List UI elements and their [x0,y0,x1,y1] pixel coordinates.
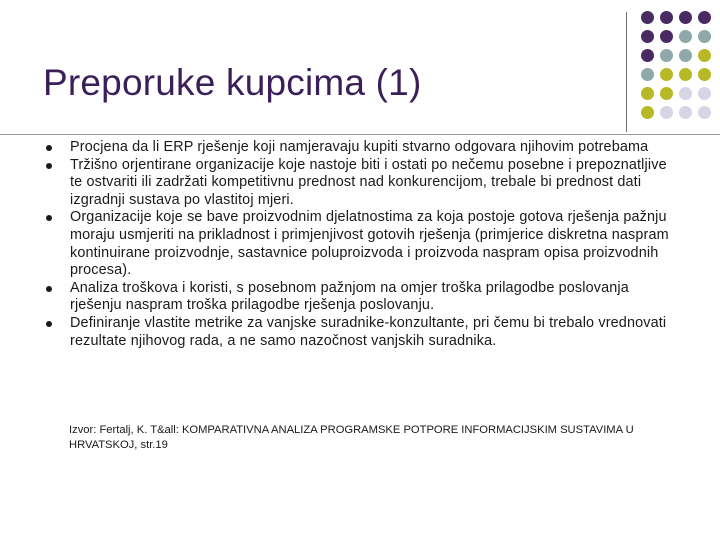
decorative-dot [698,68,711,81]
decorative-dot [660,30,673,43]
decorative-dot [698,87,711,100]
decorative-dot [660,49,673,62]
decorative-dot [679,11,692,24]
bullet-icon [46,286,52,292]
slide-title: Preporuke kupcima (1) [43,62,422,103]
decorative-dot [641,49,654,62]
decorative-dot [698,49,711,62]
bullet-list [46,139,678,350]
bullet-item [46,157,678,210]
bullet-item [46,139,678,157]
decorative-dot [660,87,673,100]
decorative-dot [660,11,673,24]
title-divider [0,134,720,135]
decorative-dot [698,11,711,24]
decorative-dot [679,68,692,81]
decorative-dot [660,106,673,119]
bullet-text: Organizacije koje se bave proizvodnim djelatnostima za koja postoje gotova rješenja pažnju moraju usmjeriti na prikladnost i primjenjivost gotovih rješenja (primjerice diskretna naspram kontinuirane proizvodnje, sastavnice poluproizvoda i proizvoda naspram opisa proizvodnih procesa). [70,209,669,279]
decorative-dot [679,87,692,100]
decorative-dot [641,106,654,119]
bullet-item [46,209,678,279]
bullet-text: Procjena da li ERP rješenje koji namjeravaju kupiti stvarno odgovara njihovim potrebama [70,139,649,155]
decorative-dot [679,30,692,43]
decorative-dot [641,87,654,100]
bullet-text: Definiranje vlastite metrike za vanjske suradnike-konzultante, pri čemu bi trebalo vrednovati rezultate njihovog rada, a ne samo nazočnost vanjskih suradnika. [70,314,667,349]
bullet-item [46,280,678,315]
bullet-icon [46,321,52,327]
bullet-text: Analiza troškova i koristi, s posebnom pažnjom na omjer troška prilagodbe poslovanja rješenju naspram troška prilagodbe rješenja poslovanju. [70,279,629,314]
source-citation: Izvor: Fertalj, K. T&all: KOMPARATIVNA ANALIZA PROGRAMSKE POTPORE INFORMACIJSKIM SUSTAVIMA U HRVATSKOJ, str.19 [69,424,634,451]
bullet-item [46,315,678,350]
bullet-icon [46,215,52,221]
decorative-dot [679,49,692,62]
bullet-text: Tržišno orjentirane organizacije koje nastoje biti i ostati po nečemu posebne i prepoznatljive te ostvariti ili zadržati kompetitivnu prednost nad konkurencijom, trebale bi prednost dati izgradnji sustava po vlastitoj mjeri. [70,156,667,208]
bullet-icon [46,163,52,169]
decorative-dot [641,11,654,24]
vertical-rule [626,12,627,132]
decorative-dot [698,106,711,119]
decorative-dot [698,30,711,43]
decorative-dot [641,30,654,43]
decorative-dot [660,68,673,81]
decorative-dot [641,68,654,81]
bullet-icon [46,145,52,151]
decorative-dot [679,106,692,119]
